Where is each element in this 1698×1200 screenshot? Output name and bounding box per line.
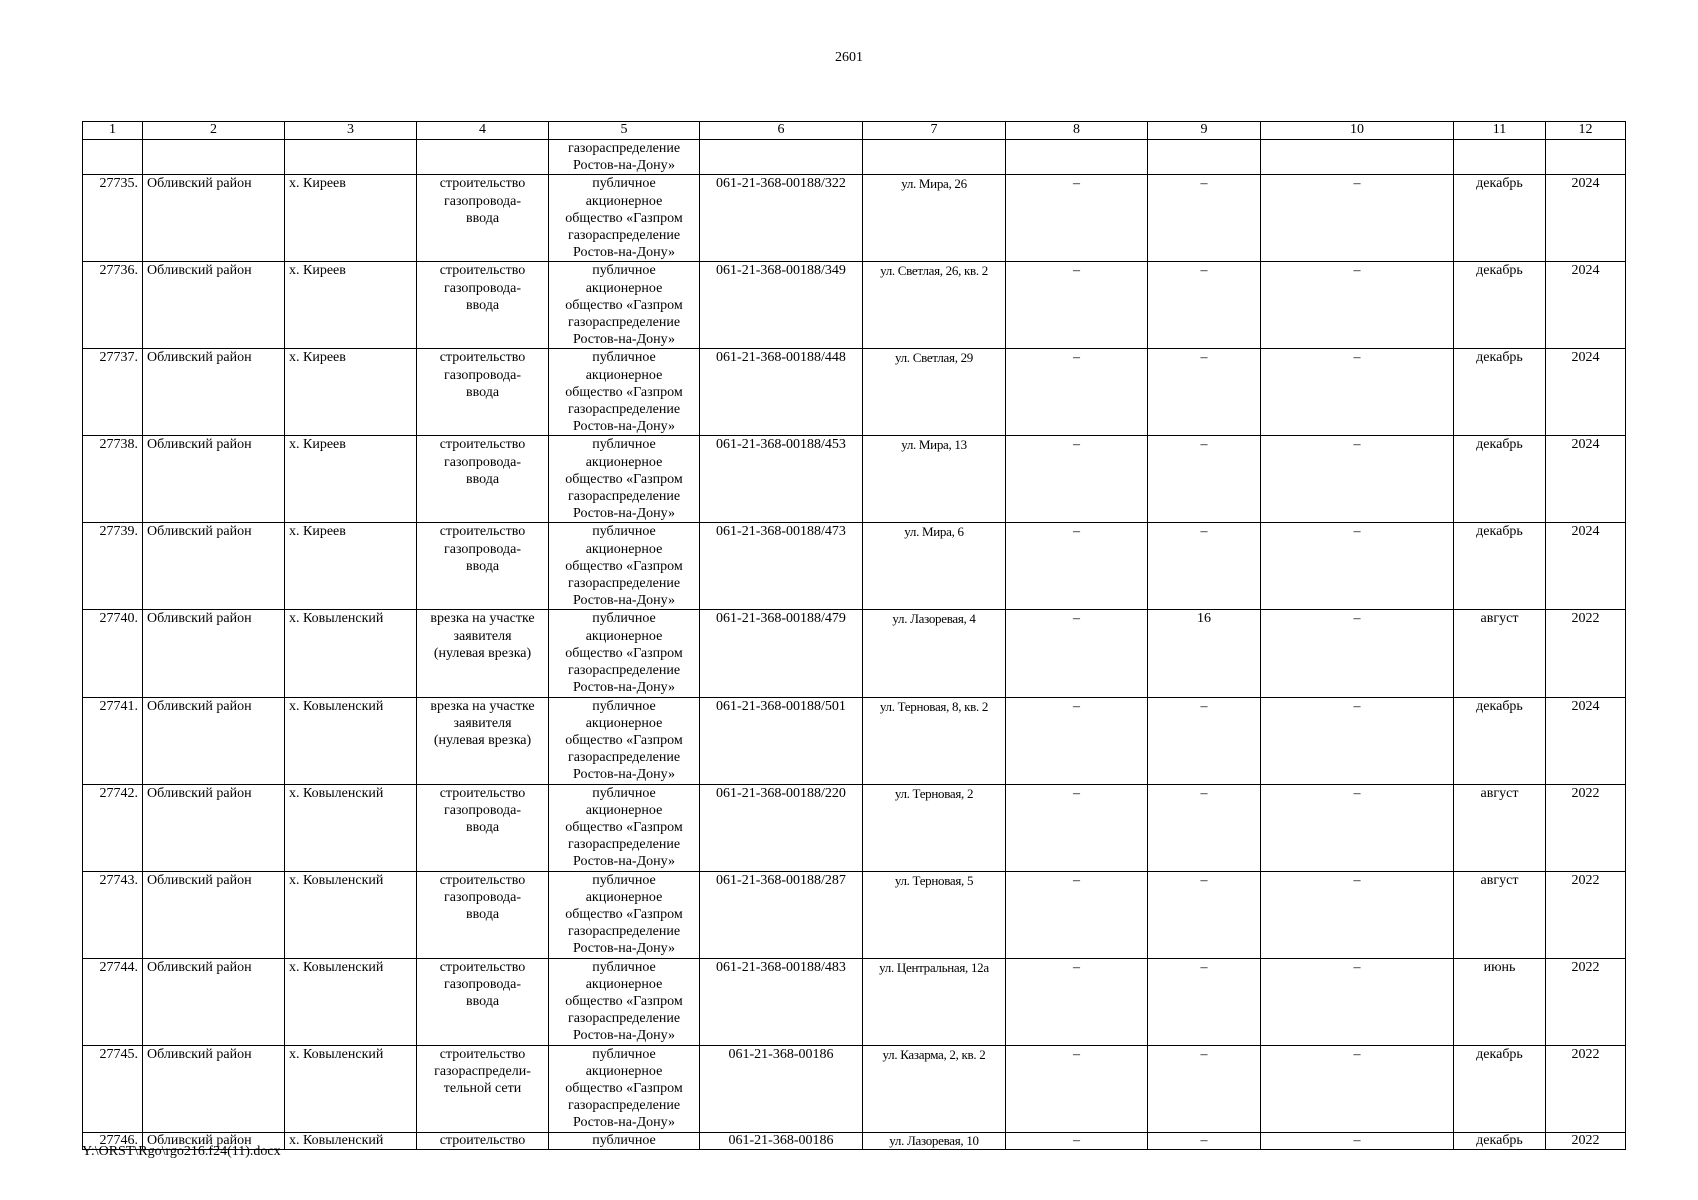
column-9-cell: – — [1148, 871, 1261, 958]
district-cell: Обливский район — [143, 523, 285, 610]
month-cell: август — [1454, 784, 1546, 871]
table-row — [83, 958, 1626, 1045]
code-cell: 061-21-368-00188/501 — [700, 697, 863, 784]
address-cell: ул. Терновая, 8, кв. 2 — [863, 697, 1006, 784]
row-number-cell: 27743. — [83, 871, 143, 958]
year-cell: 2024 — [1546, 262, 1626, 349]
work-type-cell: строительство газопровода- ввода — [417, 871, 549, 958]
organization-cell: публичное акционерное общество «Газпром газораспределение Ростов-на-Дону» — [549, 349, 700, 436]
table-row — [83, 262, 1626, 349]
organization-cell: публичное акционерное общество «Газпром газораспределение Ростов-на-Дону» — [549, 523, 700, 610]
year-cell: 2024 — [1546, 349, 1626, 436]
column-9-cell: – — [1148, 349, 1261, 436]
work-type-cell: строительство — [417, 1132, 549, 1149]
row-number-cell: 27746. — [83, 1132, 143, 1149]
year-cell: 2022 — [1546, 1045, 1626, 1132]
table-row — [83, 871, 1626, 958]
code-cell: 061-21-368-00188/479 — [700, 610, 863, 697]
code-cell: 061-21-368-00188/448 — [700, 349, 863, 436]
column-9-cell: – — [1148, 436, 1261, 523]
column-10-cell: – — [1261, 1045, 1454, 1132]
work-type-cell: строительство газопровода- ввода — [417, 349, 549, 436]
year-cell: 2024 — [1546, 175, 1626, 262]
locality-cell: х. Киреев — [285, 349, 417, 436]
column-8-cell: – — [1006, 349, 1148, 436]
data-table — [82, 121, 1626, 1150]
row-number-cell: 27736. — [83, 262, 143, 349]
locality-cell: х. Ковыленский — [285, 958, 417, 1045]
row-number-cell: 27737. — [83, 349, 143, 436]
month-cell: декабрь — [1454, 1132, 1546, 1149]
work-type-cell: строительство газопровода- ввода — [417, 523, 549, 610]
column-8-cell: – — [1006, 262, 1148, 349]
district-cell: Обливский район — [143, 784, 285, 871]
year-cell: 2024 — [1546, 523, 1626, 610]
locality-cell: х. Киреев — [285, 436, 417, 523]
column-9-cell: – — [1148, 1132, 1261, 1149]
code-cell: 061-21-368-00188/349 — [700, 262, 863, 349]
column-8-cell: – — [1006, 523, 1148, 610]
column-number-row — [83, 122, 1626, 140]
column-header: 8 — [1006, 122, 1148, 140]
address-cell: ул. Лазоревая, 10 — [863, 1132, 1006, 1149]
year-cell: 2022 — [1546, 610, 1626, 697]
address-cell: ул. Мира, 6 — [863, 523, 1006, 610]
district-cell: Обливский район — [143, 871, 285, 958]
work-type-cell: строительство газопровода- ввода — [417, 175, 549, 262]
year-cell: 2024 — [1546, 697, 1626, 784]
locality-cell: х. Киреев — [285, 262, 417, 349]
address-cell: ул. Казарма, 2, кв. 2 — [863, 1045, 1006, 1132]
code-cell: 061-21-368-00188/483 — [700, 958, 863, 1045]
organization-cell: публичное акционерное общество «Газпром газораспределение Ростов-на-Дону» — [549, 610, 700, 697]
district-cell: Обливский район — [143, 697, 285, 784]
organization-cell: публичное акционерное общество «Газпром газораспределение Ростов-на-Дону» — [549, 784, 700, 871]
column-10-cell: – — [1261, 958, 1454, 1045]
row-number-cell: 27741. — [83, 697, 143, 784]
year-cell: 2022 — [1546, 958, 1626, 1045]
row-number-cell: 27745. — [83, 1045, 143, 1132]
organization-cell: публичное акционерное общество «Газпром газораспределение Ростов-на-Дону» — [549, 1045, 700, 1132]
organization-cell: публичное акционерное общество «Газпром газораспределение Ростов-на-Дону» — [549, 697, 700, 784]
column-10-cell: – — [1261, 610, 1454, 697]
organization-cell: публичное акционерное общество «Газпром газораспределение Ростов-на-Дону» — [549, 262, 700, 349]
column-10-cell: – — [1261, 175, 1454, 262]
district-cell: Обливский район — [143, 610, 285, 697]
district-cell: Обливский район — [143, 262, 285, 349]
address-cell: ул. Мира, 13 — [863, 436, 1006, 523]
address-cell: ул. Светлая, 26, кв. 2 — [863, 262, 1006, 349]
work-type-cell: строительство газопровода- ввода — [417, 436, 549, 523]
locality-cell: х. Киреев — [285, 523, 417, 610]
month-cell: декабрь — [1454, 349, 1546, 436]
column-8-cell: – — [1006, 958, 1148, 1045]
column-10-cell: – — [1261, 784, 1454, 871]
month-cell: август — [1454, 871, 1546, 958]
year-cell: 2024 — [1546, 436, 1626, 523]
organization-cell: публичное акционерное общество «Газпром газораспределение Ростов-на-Дону» — [549, 871, 700, 958]
table-row — [83, 610, 1626, 697]
district-cell: Обливский район — [143, 175, 285, 262]
locality-cell: х. Ковыленский — [285, 610, 417, 697]
code-cell: 061-21-368-00188/473 — [700, 523, 863, 610]
column-8-cell: – — [1006, 1132, 1148, 1149]
address-cell: ул. Центральная, 12а — [863, 958, 1006, 1045]
column-8-cell: – — [1006, 1045, 1148, 1132]
column-10-cell: – — [1261, 871, 1454, 958]
month-cell: декабрь — [1454, 697, 1546, 784]
column-header: 9 — [1148, 122, 1261, 140]
code-cell: 061-21-368-00188/220 — [700, 784, 863, 871]
column-9-cell: – — [1148, 523, 1261, 610]
code-cell: 061-21-368-00188/322 — [700, 175, 863, 262]
row-number-cell: 27744. — [83, 958, 143, 1045]
column-9-cell: – — [1148, 1045, 1261, 1132]
code-cell: 061-21-368-00186 — [700, 1132, 863, 1149]
column-header: 1 — [83, 122, 143, 140]
month-cell: декабрь — [1454, 1045, 1546, 1132]
month-cell: июнь — [1454, 958, 1546, 1045]
work-type-cell: строительство газораспредели- тельной сети — [417, 1045, 549, 1132]
work-type-cell: врезка на участке заявителя (нулевая врезка) — [417, 610, 549, 697]
locality-cell: х. Киреев — [285, 175, 417, 262]
row-number-cell: 27739. — [83, 523, 143, 610]
column-9-cell: – — [1148, 697, 1261, 784]
column-9-cell: – — [1148, 175, 1261, 262]
district-cell: Обливский район — [143, 1132, 285, 1149]
column-9-cell: – — [1148, 784, 1261, 871]
column-header: 7 — [863, 122, 1006, 140]
year-cell: 2022 — [1546, 1132, 1626, 1149]
column-8-cell: – — [1006, 610, 1148, 697]
column-header: 6 — [700, 122, 863, 140]
organization-cell: публичное акционерное общество «Газпром газораспределение Ростов-на-Дону» — [549, 436, 700, 523]
month-cell: декабрь — [1454, 175, 1546, 262]
organization-cell: публичное акционерное общество «Газпром газораспределение Ростов-на-Дону» — [549, 175, 700, 262]
column-10-cell: – — [1261, 349, 1454, 436]
table-row — [83, 784, 1626, 871]
month-cell: декабрь — [1454, 262, 1546, 349]
code-cell: 061-21-368-00188/453 — [700, 436, 863, 523]
table-row — [83, 1132, 1626, 1149]
table-row — [83, 523, 1626, 610]
locality-cell: х. Ковыленский — [285, 697, 417, 784]
organization-cell: публичное — [549, 1132, 700, 1149]
column-8-cell: – — [1006, 784, 1148, 871]
table-row — [83, 1045, 1626, 1132]
column-8-cell: – — [1006, 175, 1148, 262]
work-type-cell: врезка на участке заявителя (нулевая врезка) — [417, 697, 549, 784]
column-header: 4 — [417, 122, 549, 140]
district-cell: Обливский район — [143, 436, 285, 523]
month-cell: август — [1454, 610, 1546, 697]
work-type-cell: строительство газопровода- ввода — [417, 784, 549, 871]
footer-file-path: Y:\ORST\Rgo\rgo216.f24(11).docx — [82, 1144, 281, 1159]
column-header: 10 — [1261, 122, 1454, 140]
locality-cell: х. Ковыленский — [285, 1045, 417, 1132]
table-row — [83, 175, 1626, 262]
row-number-cell: 27742. — [83, 784, 143, 871]
code-cell: 061-21-368-00186 — [700, 1045, 863, 1132]
column-10-cell: – — [1261, 436, 1454, 523]
district-cell: Обливский район — [143, 958, 285, 1045]
year-cell: 2022 — [1546, 784, 1626, 871]
month-cell: декабрь — [1454, 436, 1546, 523]
column-8-cell: – — [1006, 871, 1148, 958]
page-number: 2601 — [835, 50, 863, 65]
organization-cell: публичное акционерное общество «Газпром газораспределение Ростов-на-Дону» — [549, 958, 700, 1045]
address-cell: ул. Лазоревая, 4 — [863, 610, 1006, 697]
column-10-cell: – — [1261, 1132, 1454, 1149]
column-header: 2 — [143, 122, 285, 140]
row-number-cell: 27740. — [83, 610, 143, 697]
column-8-cell: – — [1006, 436, 1148, 523]
code-cell: 061-21-368-00188/287 — [700, 871, 863, 958]
address-cell: ул. Терновая, 5 — [863, 871, 1006, 958]
month-cell: декабрь — [1454, 523, 1546, 610]
column-8-cell: – — [1006, 697, 1148, 784]
table-row — [83, 436, 1626, 523]
column-10-cell: – — [1261, 262, 1454, 349]
column-9-cell: – — [1148, 958, 1261, 1045]
org-cell: газораспределение Ростов-на-Дону» — [549, 140, 700, 175]
work-type-cell: строительство газопровода- ввода — [417, 262, 549, 349]
year-cell: 2022 — [1546, 871, 1626, 958]
address-cell: ул. Светлая, 29 — [863, 349, 1006, 436]
address-cell: ул. Терновая, 2 — [863, 784, 1006, 871]
locality-cell: х. Ковыленский — [285, 784, 417, 871]
locality-cell: х. Ковыленский — [285, 871, 417, 958]
column-10-cell: – — [1261, 523, 1454, 610]
column-header: 5 — [549, 122, 700, 140]
work-type-cell: строительство газопровода- ввода — [417, 958, 549, 1045]
address-cell: ул. Мира, 26 — [863, 175, 1006, 262]
column-10-cell: – — [1261, 697, 1454, 784]
column-header: 12 — [1546, 122, 1626, 140]
column-header: 3 — [285, 122, 417, 140]
district-cell: Обливский район — [143, 1045, 285, 1132]
column-header: 11 — [1454, 122, 1546, 140]
district-cell: Обливский район — [143, 349, 285, 436]
column-9-cell: – — [1148, 262, 1261, 349]
table-row — [83, 697, 1626, 784]
row-number-cell: 27738. — [83, 436, 143, 523]
column-9-cell: 16 — [1148, 610, 1261, 697]
table-row — [83, 349, 1626, 436]
locality-cell: х. Ковыленский — [285, 1132, 417, 1149]
continuation-row — [83, 140, 1626, 175]
row-number-cell: 27735. — [83, 175, 143, 262]
